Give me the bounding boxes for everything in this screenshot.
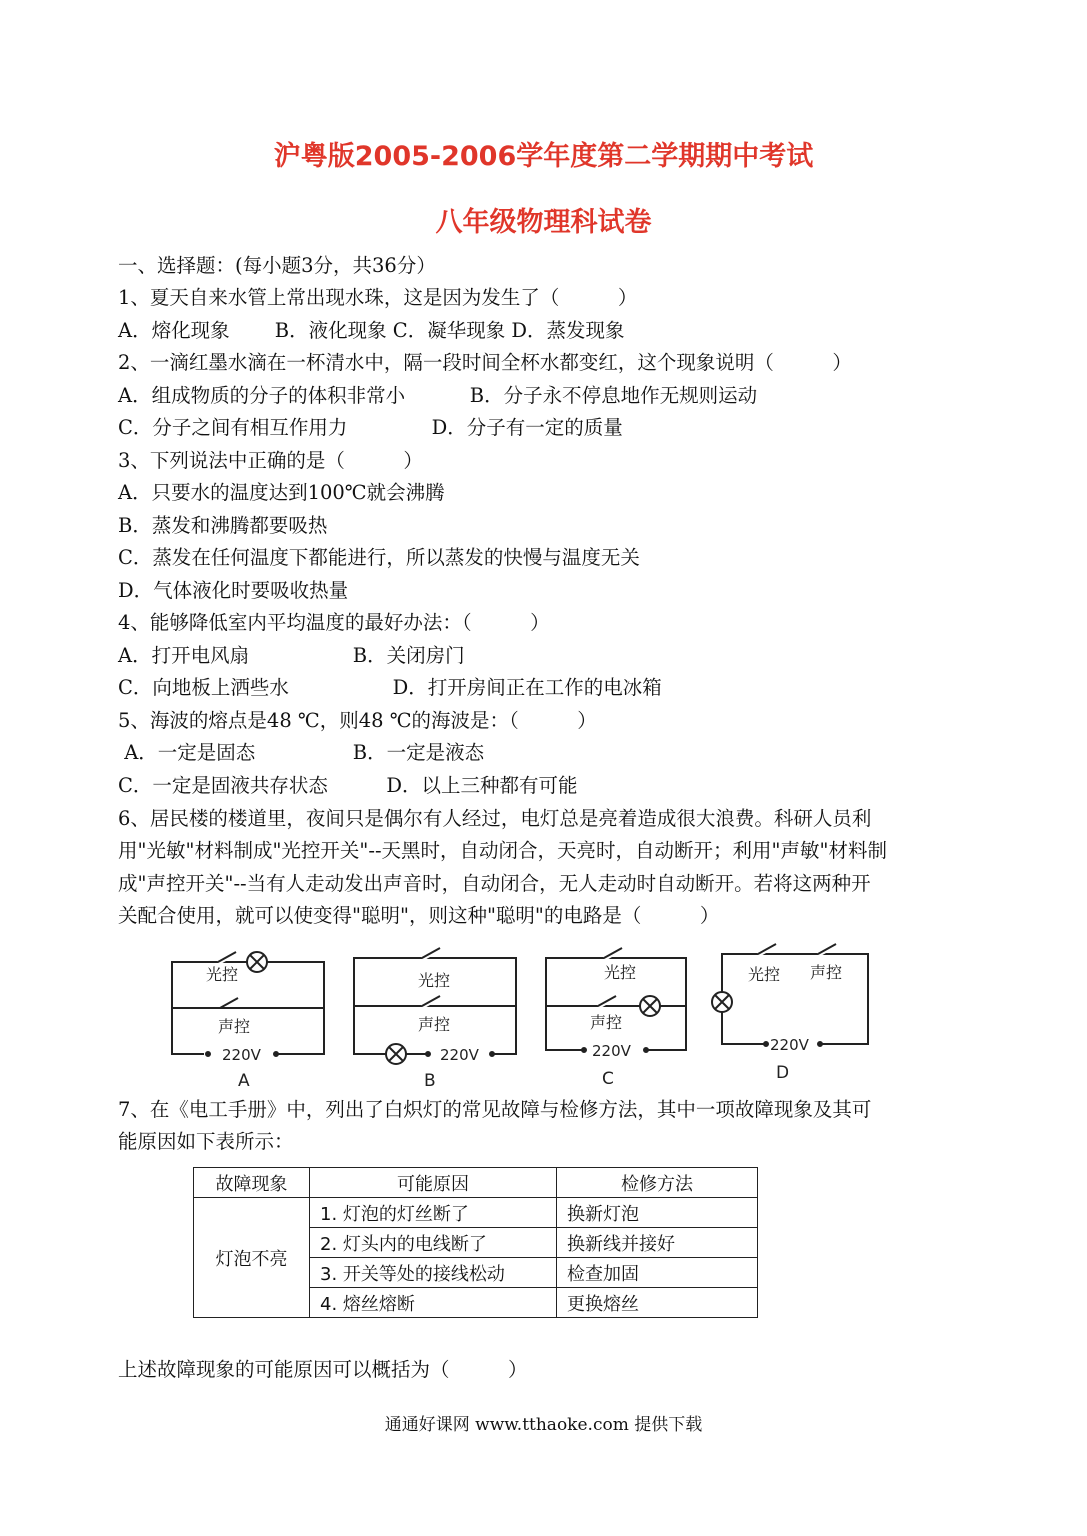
voltage-label-b: 220V bbox=[440, 1046, 479, 1064]
sound-switch-label-c: 声控 bbox=[590, 1013, 623, 1032]
q5-options-ab: A．一定是固态 B．一定是液态 bbox=[118, 741, 485, 764]
symptom-cell: 灯泡不亮 bbox=[194, 1198, 310, 1318]
q3-option-a: A．只要水的温度达到100℃就会沸腾 bbox=[118, 481, 445, 504]
circuit-label-b: B bbox=[424, 1071, 436, 1090]
cause-cell: 4. 熔丝熔断 bbox=[310, 1288, 557, 1318]
light-switch-label-c: 光控 bbox=[604, 963, 637, 982]
circuit-label-a: A bbox=[238, 1071, 250, 1090]
circuit-d bbox=[712, 944, 868, 1083]
q1-stem: 1、夏天自来水管上常出现水珠，这是因为发生了（ ） bbox=[118, 286, 638, 309]
q7-line-2: 能原因如下表所示： bbox=[118, 1130, 294, 1153]
circuit-a bbox=[172, 952, 324, 1090]
q7-question: 上述故障现象的可能原因可以概括为（ ） bbox=[118, 1358, 528, 1381]
circuit-b bbox=[354, 948, 516, 1090]
voltage-label-c: 220V bbox=[592, 1042, 631, 1060]
light-switch-label-a: 光控 bbox=[206, 965, 239, 984]
header-cause: 可能原因 bbox=[310, 1168, 557, 1198]
sound-switch-label-b: 声控 bbox=[418, 1015, 451, 1034]
q2-stem: 2、一滴红墨水滴在一杯清水中，隔一段时间全杯水都变红，这个现象说明（ ） bbox=[118, 351, 852, 374]
fault-table bbox=[193, 1167, 758, 1318]
q1-options: A．熔化现象 B．液化现象 C．凝华现象 D．蒸发现象 bbox=[118, 319, 625, 342]
q5-options-cd: C．一定是固液共存状态 D．以上三种都有可能 bbox=[118, 774, 578, 797]
q2-options-cd: C．分子之间有相互作用力 D．分子有一定的质量 bbox=[118, 416, 623, 439]
circuit-diagrams bbox=[160, 940, 880, 1090]
voltage-label-a: 220V bbox=[222, 1046, 261, 1064]
section-heading: 一、选择题：(每小题3分，共36分） bbox=[118, 254, 436, 277]
header-fix: 检修方法 bbox=[557, 1168, 758, 1198]
table-header-row bbox=[194, 1168, 758, 1198]
table-row bbox=[194, 1198, 758, 1228]
q3-stem: 3、下列说法中正确的是（ ） bbox=[118, 449, 423, 472]
cause-cell: 2. 灯头内的电线断了 bbox=[310, 1228, 557, 1258]
q2-options-ab: A．组成物质的分子的体积非常小 B．分子永不停息地作无规则运动 bbox=[118, 384, 758, 407]
fix-cell: 检查加固 bbox=[557, 1258, 758, 1288]
footer-credit: 通通好课网 www.tthaoke.com 提供下载 bbox=[384, 1415, 703, 1435]
q3-option-b: B．蒸发和沸腾都要吸热 bbox=[118, 514, 328, 537]
circuit-label-d: D bbox=[776, 1063, 790, 1083]
exam-subtitle: 八年级物理科试卷 bbox=[435, 207, 652, 238]
q3-option-c: C．蒸发在任何温度下都能进行，所以蒸发的快慢与温度无关 bbox=[118, 546, 640, 569]
header-symptom: 故障现象 bbox=[194, 1168, 310, 1198]
light-switch-label-d: 光控 bbox=[748, 965, 781, 984]
q4-options-cd: C．向地板上洒些水 D．打开房间正在工作的电冰箱 bbox=[118, 676, 662, 699]
fix-cell: 换新线并接好 bbox=[557, 1228, 758, 1258]
q7-line-1: 7、在《电工手册》中，列出了白炽灯的常见故障与检修方法，其中一项故障现象及其可 bbox=[118, 1098, 872, 1121]
cause-cell: 1. 灯泡的灯丝断了 bbox=[310, 1198, 557, 1228]
q4-stem: 4、能够降低室内平均温度的最好办法：（ ） bbox=[118, 611, 550, 634]
q5-stem: 5、海波的熔点是48 ℃，则48 ℃的海波是：（ ） bbox=[118, 709, 597, 732]
fix-cell: 换新灯泡 bbox=[557, 1198, 758, 1228]
q6-line-1: 6、居民楼的楼道里，夜间只是偶尔有人经过，电灯总是亮着造成很大浪费。科研人员利 bbox=[118, 807, 872, 830]
q6-line-2: 用"光敏"材料制成"光控开关"--天黑时，自动闭合，天亮时，自动断开；利用"声敏"材料制 bbox=[118, 839, 887, 862]
voltage-label-d: 220V bbox=[770, 1036, 809, 1054]
fix-cell: 更换熔丝 bbox=[557, 1288, 758, 1318]
circuit-label-c: C bbox=[602, 1069, 614, 1089]
q6-line-3: 成"声控开关"--当有人走动发出声音时，自动闭合，无人走动时自动断开。若将这两种开 bbox=[118, 872, 871, 895]
sound-switch-label-a: 声控 bbox=[218, 1017, 251, 1036]
q4-options-ab: A．打开电风扇 B．关闭房门 bbox=[118, 644, 465, 667]
light-switch-label-b: 光控 bbox=[418, 971, 451, 990]
circuit-c bbox=[546, 948, 686, 1089]
q6-line-4: 关配合使用，就可以使变得"聪明"，则这种"聪明"的电路是（ ） bbox=[118, 904, 720, 927]
sound-switch-label-d: 声控 bbox=[810, 963, 843, 982]
q3-option-d: D．气体液化时要吸收热量 bbox=[118, 579, 349, 602]
exam-title: 沪粤版2005-2006学年度第二学期期中考试 bbox=[273, 141, 814, 172]
cause-cell: 3. 开关等处的接线松动 bbox=[310, 1258, 557, 1288]
